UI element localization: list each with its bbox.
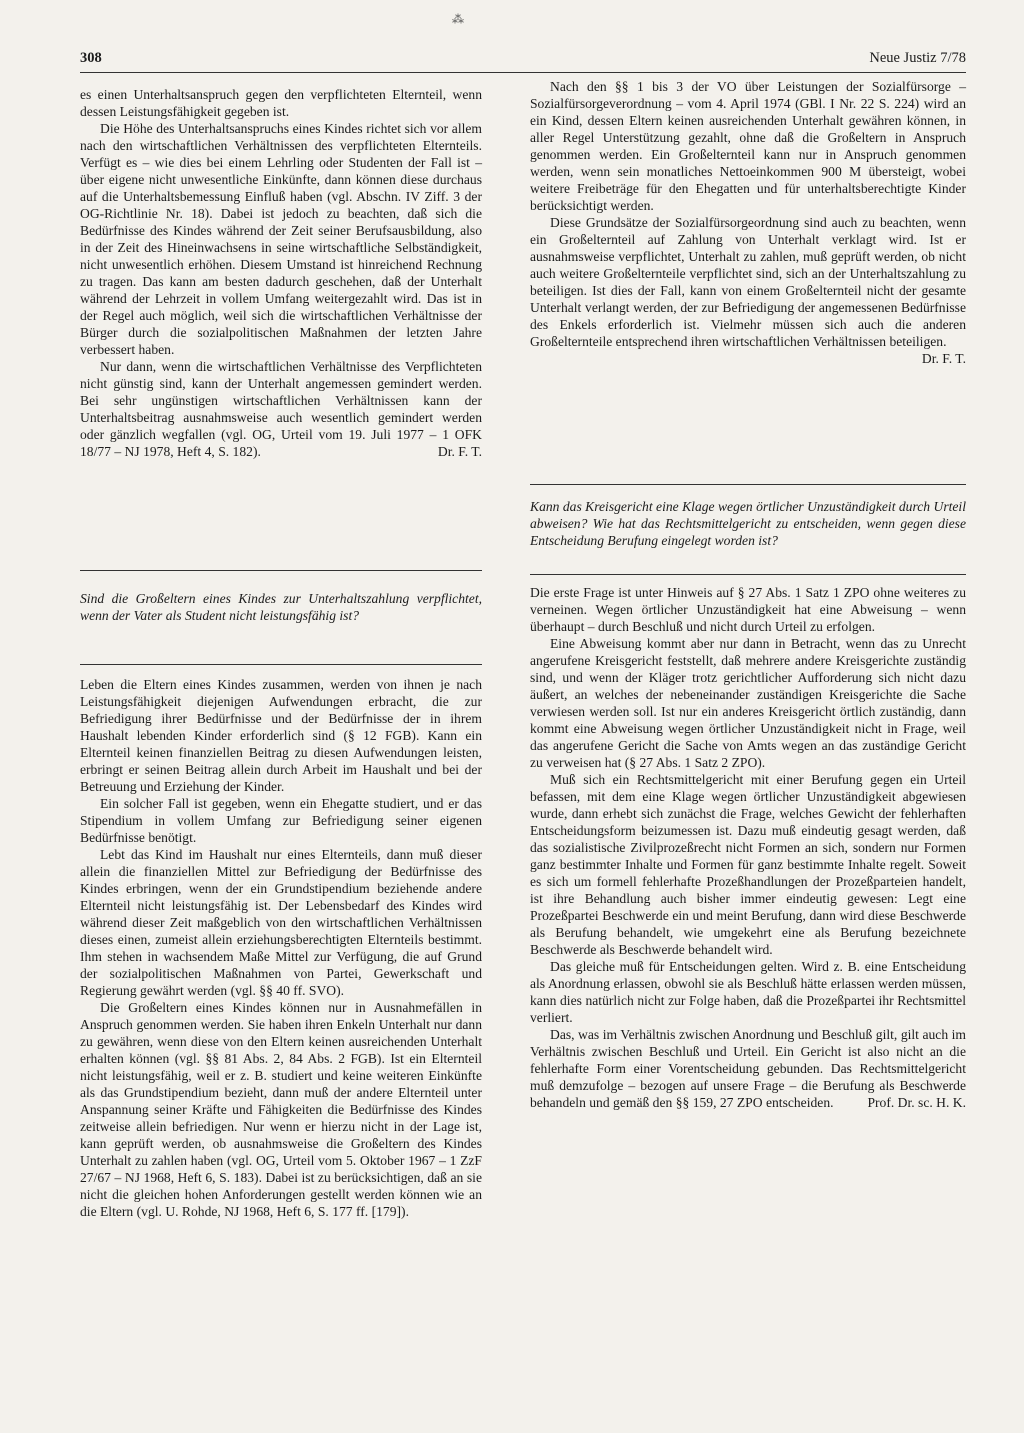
right-answer-text xyxy=(530,584,966,1111)
paragraph: Ein solcher Fall ist gegeben, wenn ein Ehegatte studiert, und er das Stipendium in vollem Umfang zur Befriedigung seiner eigenen Bedürfnisse benötigt. xyxy=(80,796,482,845)
right-continued-text xyxy=(530,78,966,367)
question-heading: Kann das Kreisgericht eine Klage wegen örtlicher Unzuständigkeit durch Urteil abweisen? Wie hat das Rechtsmittelgericht zu entscheiden, wenn gegen diese Entscheidung Berufung eingelegt worden ist? xyxy=(530,499,966,548)
paragraph xyxy=(530,214,966,366)
author-signature: Dr. F. T. xyxy=(921,351,966,366)
question-underline xyxy=(530,574,966,575)
question-underline xyxy=(80,664,482,665)
section-divider xyxy=(80,570,482,571)
paragraph: Die erste Frage ist unter Hinweis auf § 27 Abs. 1 Satz 1 ZPO ohne weiteres zu verneinen. Wegen örtlicher Unzuständigkeit hat eine Abweisung – wenn überhaupt – durch Beschluß und nicht durch Urteil zu erfolgen. xyxy=(530,585,966,634)
paragraph xyxy=(80,358,482,460)
paragraph: Eine Abweisung kommt aber nur dann in Betracht, wenn das zu Unrecht angerufene Kreisgericht feststellt, daß mehrere andere Kreisgerichte zuständig sind, und wenn der Kläger trotz gerichtlicher Aufforderung sich nicht dazu äußert, an welches der nebeneinander zuständigen Kreisgerichte die Sache verwiesen werden soll. Ist nur ein anderes Kreisgericht örtlich zuständig, dann kommt eine Abweisung wegen örtlicher Unzuständigkeit nicht in Frage, weil das angerufene Gericht die Sache von Amts wegen an das zuständige Gericht zu verweisen hat (§ 27 Abs. 1 Satz 2 ZPO). xyxy=(530,636,966,770)
left-answer-text xyxy=(80,676,482,1220)
header-rule xyxy=(80,72,966,73)
paragraph: Leben die Eltern eines Kindes zusammen, werden von ihnen je nach Leistungsfähigkeit diejenigen Aufwendungen erbracht, die zur Befriedigung ihrer Bedürfnisse und der Bedürfnisse der in ihrem Haushalt lebenden Kinder erforderlich sind (§ 12 FGB). Kann ein Elternteil keinen finanziellen Beitrag zu diesen Aufwendungen leisten, erbringt er seinen Beitrag allein durch Arbeit im Haushalt und bei der Betreuung und Erziehung der Kinder. xyxy=(80,677,482,794)
scan-mark: ⁂ xyxy=(452,12,464,26)
question-heading: Sind die Großeltern eines Kindes zur Unterhaltszahlung verpflichtet, wenn der Vater als Student nicht leistungsfähig ist? xyxy=(80,591,482,623)
section-divider xyxy=(530,484,966,485)
paragraph-text: Das, was im Verhältnis zwischen Anordnung und Beschluß gilt, gilt auch im Verhältnis zwischen Beschluß und Urteil. Ein Gericht ist also nicht an die fehlerhafte Form einer Vorentscheidung gebunden. Das Rechtsmittelgericht muß demzufolge – bezogen auf unsere Frage – die Berufung als Beschwerde behandeln und gemäß den §§ 159, 27 ZPO entscheiden. xyxy=(530,1027,966,1110)
paragraph-text: Diese Grundsätze der Sozialfürsorgeordnung sind auch zu beachten, wenn ein Großelternteil auf Zahlung von Unterhalt verklagt wird. Ist er ausnahmsweise verpflichtet, Unterhalt zu zahlen, muß geprüft werden, ob nicht auch weitere Großelternteile verpflichtet sind, sich an der Unterhaltszahlung zu beteiligen. Ist dies der Fall, kann von einem Großelternteil nicht der gesamte Unterhalt verlangt werden, der zur Befriedigung der angemessenen Bedürfnisse des Enkels erforderlich ist. Vielmehr müssen sich auch die anderen Großelternteile entsprechend ihren wirtschaftlichen Verhältnissen beteiligen. xyxy=(530,215,966,349)
author-signature: Dr. F. T. xyxy=(437,444,482,459)
page-number: 308 xyxy=(80,50,102,66)
left-intro-text xyxy=(80,86,482,460)
paragraph: Die Großeltern eines Kindes können nur in Ausnahmefällen in Anspruch genommen werden. Sie haben ihren Enkeln Unterhalt nur dann zu gewähren, wenn diese von den Eltern keinen ausreichenden Unterhalt erhalten können (vgl. §§ 81 Abs. 2, 84 Abs. 2 FGB). Ist ein Elternteil nicht leistungsfähig, weil er z. B. studiert und keine weiteren Einkünfte als das Grundstipendium bezieht, dann muß der andere Elternteil unter Anspannung seiner Kräfte und Fähigkeiten die Bedürfnisse des Kindes zeitweise allein befriedigen. Nur wenn er hierzu nicht in der Lage ist, kann geprüft werden, ob ausnahmsweise die Großeltern des Kindes Unterhalt zu zahlen haben (vgl. OG, Urteil vom 5. Oktober 1967 – 1 ZzF 27/67 – NJ 1968, Heft 6, S. 183). Dabei ist zu berücksichtigen, daß an sie nicht die gleichen hohen Anforderungen gestellt werden können wie an die Eltern (vgl. U. Rohde, NJ 1968, Heft 6, S. 177 ff. [179]). xyxy=(80,1000,482,1219)
paragraph: Nach den §§ 1 bis 3 der VO über Leistungen der Sozialfürsorge – Sozialfürsorgeverordnung – vom 4. April 1974 (GBl. I Nr. 22 S. 224) wird an ein Kind, dessen Eltern keinen ausreichenden Unterhalt gewähren können, in aller Regel Unterstützung gezahlt, ohne daß die Großeltern in Anspruch genommen werden. Ein Großelternteil kann nur in Anspruch genommen werden, wenn sein monatliches Nettoeinkommen 900 M übersteigt, wobei weitere Freibeträge für den Ehegatten und für unterhaltsberechtigte Kinder berücksichtigt werden. xyxy=(530,79,966,213)
paragraph: Lebt das Kind im Haushalt nur eines Elternteils, dann muß dieser allein die finanziellen Mittel zur Befriedigung der Bedürfnisse des Kindes erbringen, wenn der ein Grundstipendium beziehende andere Elternteil nicht leistungsfähig ist. Der Lebensbedarf des Kindes wird während dieser Zeit maßgeblich von den wirtschaftlichen Verhältnissen dieses einen, zumeist allein erziehungsberechtigten Elternteils bestimmt. Ihm stehen in wachsendem Maße Mittel zur Verfügung, die auf Grund der sozialpolitischen Maßnahmen von Partei, Gewerkschaft und Regierung gewährt werden (vgl. §§ 40 ff. SVO). xyxy=(80,847,482,998)
author-signature: Prof. Dr. sc. H. K. xyxy=(867,1095,966,1110)
paragraph: Muß sich ein Rechtsmittelgericht mit einer Berufung gegen ein Urteil befassen, mit dem eine Klage wegen örtlicher Unzuständigkeit abgewiesen wurde, dann erhebt sich zunächst die Frage, welches Gewicht der fehlerhaften Entscheidungsform beizumessen ist. Dazu muß eindeutig gesagt werden, daß das sozialistische Zivilprozeßrecht nicht Formen an sich, sondern nur Formen ganz bestimmter Inhalte und Formen für ganz bestimmte Inhalte regelt. Soweit es sich um formell fehlerhafte Prozeßhandlungen der Prozeßparteien handelt, ist ihre Behandlung auch bisher immer eindeutig gewesen: Legt eine Prozeßpartei Beschwerde ein und meint Berufung, dann wird diese Beschwerde als Berufung behandelt, wie umgekehrt eine als Berufung bezeichnete Beschwerde als Beschwerde behandelt wird. xyxy=(530,772,966,957)
paragraph: Die Höhe des Unterhaltsanspruchs eines Kindes richtet sich vor allem nach den wirtschaftlichen Verhältnissen des verpflichteten Elternteils. Verfügt es – wie dies bei einem Lehrling oder Studenten der Fall ist – über eigene nicht unwesentliche Einkünfte, dann können diese durchaus auf die Unterhaltsbemessung Einfluß haben (vgl. Abschn. IV Ziff. 3 der OG-Richtlinie Nr. 18). Dabei ist jedoch zu beachten, daß sich die Bedürfnisse des Kindes während der Zeit seiner Berufsausbildung, also in der Zeit des Hineinwachsens in seine wirtschaftliche Selbständigkeit, nicht unwesentlich erhöhen. Diesem Umstand ist hinreichend Rechnung zu tragen. Das kann am besten dadurch geschehen, daß der Unterhalt während der Lehrzeit in vollem Umfang weitergezahlt wird. Das ist in der Regel auch möglich, weil sich die wirtschaftlichen Verhältnisse der Bürger durch die sozialpolitischen Maßnahmen der letzten Jahre verbessert haben. xyxy=(80,121,482,357)
paragraph xyxy=(530,1026,966,1111)
paragraph: Das gleiche muß für Entscheidungen gelten. Wird z. B. eine Entscheidung als Anordnung erlassen, obwohl sie als Beschluß hätte erlassen werden müssen, kann dies natürlich nicht zur Folge haben, daß die Prozeßpartei ihr Rechtsmittel verliert. xyxy=(530,959,966,1025)
paragraph: es einen Unterhaltsanspruch gegen den verpflichteten Elternteil, wenn dessen Leistungsfähigkeit gegeben ist. xyxy=(80,87,482,119)
paragraph-text: Nur dann, wenn die wirtschaftlichen Verhältnisse des Verpflichteten nicht günstig sind, kann der Unterhalt angemessen gemindert werden. Bei sehr ungünstigen wirtschaftlichen Verhältnissen kann der Unterhaltsbeitrag ausnahmsweise auch wesentlich gemindert werden oder gänzlich wegfallen (vgl. OG, Urteil vom 19. Juli 1977 – 1 OFK 18/77 – NJ 1978, Heft 4, S. 182). xyxy=(80,359,482,459)
journal-issue: Neue Justiz 7/78 xyxy=(869,50,966,66)
